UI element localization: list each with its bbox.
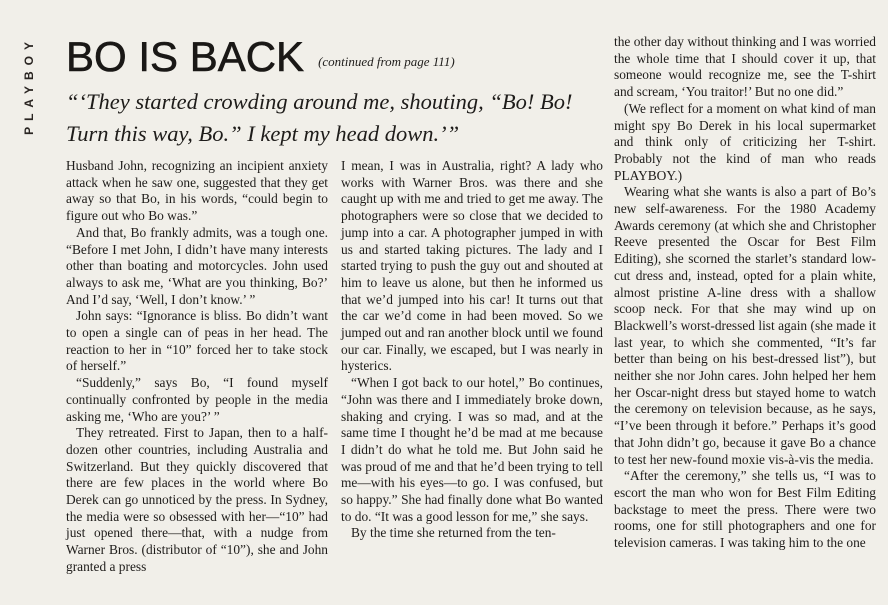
paragraph: And that, Bo frankly admits, was a tough one. “Before I met John, I didn’t have many interests other than boating and motorcycles. John used always to ask me, ‘What are you thinking, Bo?’ And I’d say, ‘Well, I don’t know.’ ” xyxy=(66,224,328,307)
text-column-2 xyxy=(341,158,603,542)
paragraph: Wearing what she wants is also a part of Bo’s new self-awareness. For the 1980 Academy Awards ceremony (at which she and Christopher Reeve presented the Oscar for Best Film Editing), she scorned the starlet’s standard low-cut dress and, instead, opted for a plain white, almost pristine A-line dress with a shallow scoop neck. For that she may wind up on Blackwell’s worst-dressed list again (she made it last year, to which she commented, “It’s far better than being on his best-dressed list”), but neither she nor John cares. John helped her hem her Oscar-night dress but stayed home to watch the ceremony on television because, as he says, “I’ve been through it before.” Perhaps it’s good that John didn’t go, because it gave Bo a chance to test her new-found moxie vis-à-vis the media. xyxy=(614,184,876,467)
continued-note: (continued from page 111) xyxy=(318,54,455,69)
paragraph: “When I got back to our hotel,” Bo continues, “John was there and I immediately broke down, shaking and crying. I was so mad, and at the same time I thought he’d be mad at me because I didn’t do what he told me. But John said he was proud of me and that he’d been trying to tell me—with his eyes—to go. I was confused, but so happy.” She had finally done what Bo wanted to do. “It was a good lesson for me,” she says. xyxy=(341,375,603,524)
magazine-side-label: PLAYBOY xyxy=(22,36,36,135)
paragraph: “After the ceremony,” she tells us, “I was to escort the man who won for Best Film Editing backstage to meet the press. There were two rooms, one for still photographers and one for television cameras. I was taking him to the one xyxy=(614,468,876,551)
paragraph: (We reflect for a moment on what kind of man might spy Bo Derek in his local supermarket and think only of criticizing her T-shirt. Probably not the kind of man who reads PLAYBOY.) xyxy=(614,100,876,183)
paragraph: the other day without thinking and I was worried the whole time that I should cover it up, that someone would recognize me, see the T-shirt and scream, ‘You traitor!’ But no one did.” xyxy=(614,34,876,100)
text-column-3 xyxy=(614,34,876,552)
article-title: BO IS BACK xyxy=(66,33,305,80)
paragraph: John says: “Ignorance is bliss. Bo didn’t want to open a single can of peas in her head. The reaction to her in “10” forced her to take stock of herself.” xyxy=(66,308,328,374)
paragraph: Husband John, recognizing an incipient anxiety attack when he saw one, suggested that they get away so that Bo, in his words, “could begin to figure out who Bo was.” xyxy=(66,158,328,224)
paragraph: “Suddenly,” says Bo, “I found myself continually confronted by people in the media asking me, ‘Who are you?’ ” xyxy=(66,375,328,424)
paragraph: I mean, I was in Australia, right? A lady who works with Warner Bros. was there and she caught up with me and tried to get me away. The photographers were so close that we decided to jump into a car. A photographer jumped in with us and started taking pictures. The lady and I started trying to push the guy out and shouted at him to leave us alone, but then he informed us that we’d jumped into his car! It turns out that the car we’d come in had been moved. So we jumped out and ran another block until we found our car. Finally, we escaped, but I was nearly in hysterics. xyxy=(341,158,603,374)
text-column-1 xyxy=(66,158,328,576)
paragraph: By the time she returned from the ten- xyxy=(351,525,556,541)
headline xyxy=(66,28,606,78)
pull-quote: “‘They started crowding around me, shouting, “Bo! Bo! Turn this way, Bo.” I kept my head down.’” xyxy=(66,89,573,146)
paragraph: They retreated. First to Japan, then to a half-dozen other countries, including Australia and Switzerland. But they quickly discovered that there are few places in the world where Bo Derek can go unnoticed by the press. In Sydney, the media were so obsessed with her—“10” had just opened there—that, with a nudge from Warner Bros. (distributor of “10”), she and John granted a press xyxy=(66,425,328,574)
